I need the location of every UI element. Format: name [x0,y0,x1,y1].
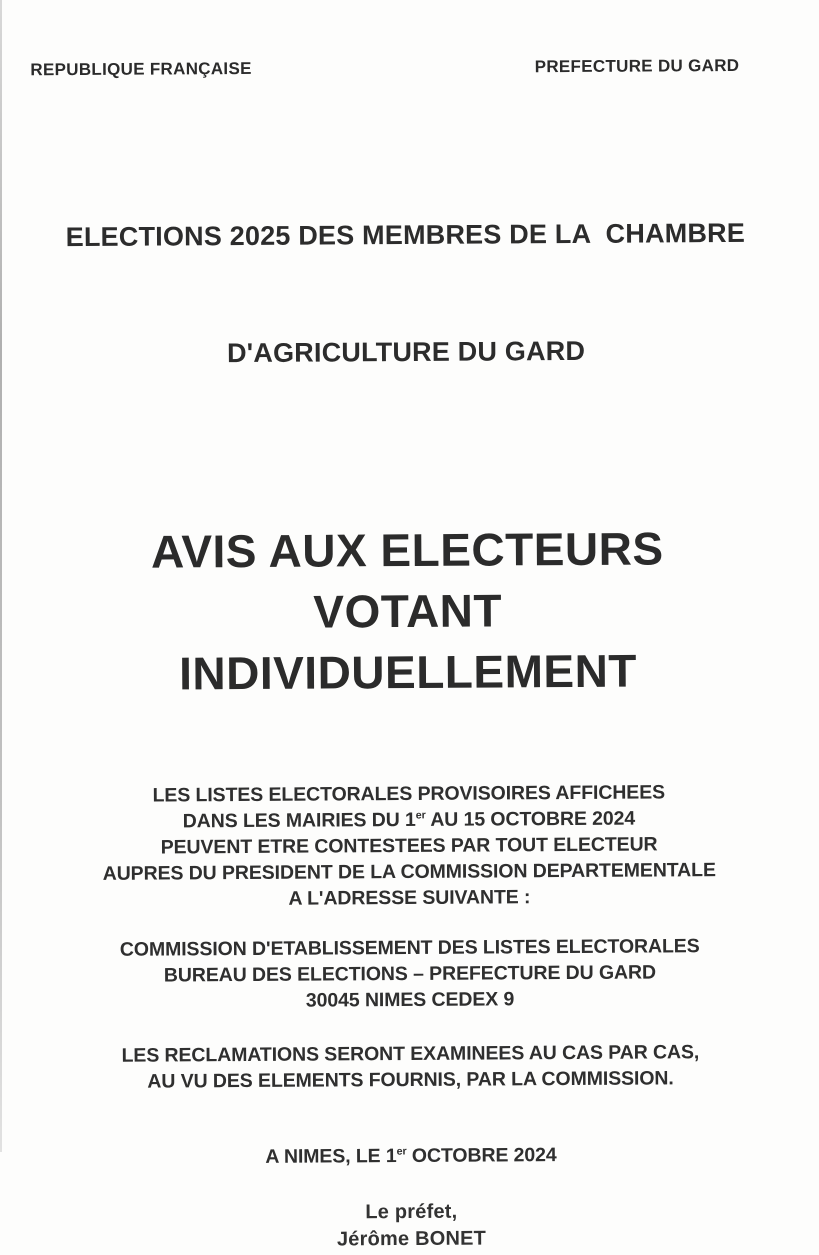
election-heading [0,136,814,453]
contest-line3: PEUVENT ETRE CONTESTEES PAR TOUT ELECTEUR [160,833,658,859]
date-text: A NIMES, LE 1 [265,1145,397,1168]
reclamations-line2: AU VU DES ELEMENTS FOURNIS, PAR LA COMMISSION. [147,1067,674,1093]
contest-line4: AUPRES DU PRESIDENT DE LA COMMISSION DEPARTEMENTALE [102,859,716,885]
election-heading-line1: ELECTIONS 2025 DES MEMBRES DE LA CHAMBRE [65,217,746,253]
reclamations-paragraph [3,1039,817,1096]
address-line3: 30045 NIMES CEDEX 9 [305,988,515,1012]
contest-line5: A L'ADRESSE SUIVANTE : [288,886,531,910]
date-text-tail: OCTOBRE 2024 [406,1144,557,1168]
commission-address [3,933,817,1016]
contest-line2-tail: AU 15 OCTOBRE 2024 [425,807,636,831]
notice-title-line2: VOTANT [313,584,503,638]
date-ordinal-superscript: er [396,1145,407,1158]
contest-line1: LES LISTES ELECTORALES PROVISOIRES AFFICHEES [152,781,666,807]
signature-block [4,1197,818,1255]
header-left-text: REPUBLIQUE FRANÇAISE [30,58,252,80]
address-line2: BUREAU DES ELECTIONS – PREFECTURE DU GARD [163,961,657,987]
ordinal-superscript: er [415,809,426,822]
notice-title [0,518,815,706]
contest-line2-text: DANS LES MAIRIES DU 1 [182,808,416,833]
signature-role: Le préfet, [365,1200,458,1224]
date-line [4,1141,818,1172]
reclamations-line1: LES RECLAMATIONS SERONT EXAMINEES AU CAS PAR CAS, [121,1041,700,1067]
notice-title-line3: INDIVIDUELLEMENT [178,644,638,700]
notice-title-line1: AVIS AUX ELECTEURS [150,522,664,578]
header-right-text: PREFECTURE DU GARD [534,55,740,77]
signature-name: Jérôme BONET [336,1227,487,1251]
contest-paragraph [2,779,817,914]
document-header [0,0,811,80]
election-heading-line2: D'AGRICULTURE DU GARD [226,335,586,369]
address-line1: COMMISSION D'ETABLISSEMENT DES LISTES ELECTORALES [119,935,700,961]
